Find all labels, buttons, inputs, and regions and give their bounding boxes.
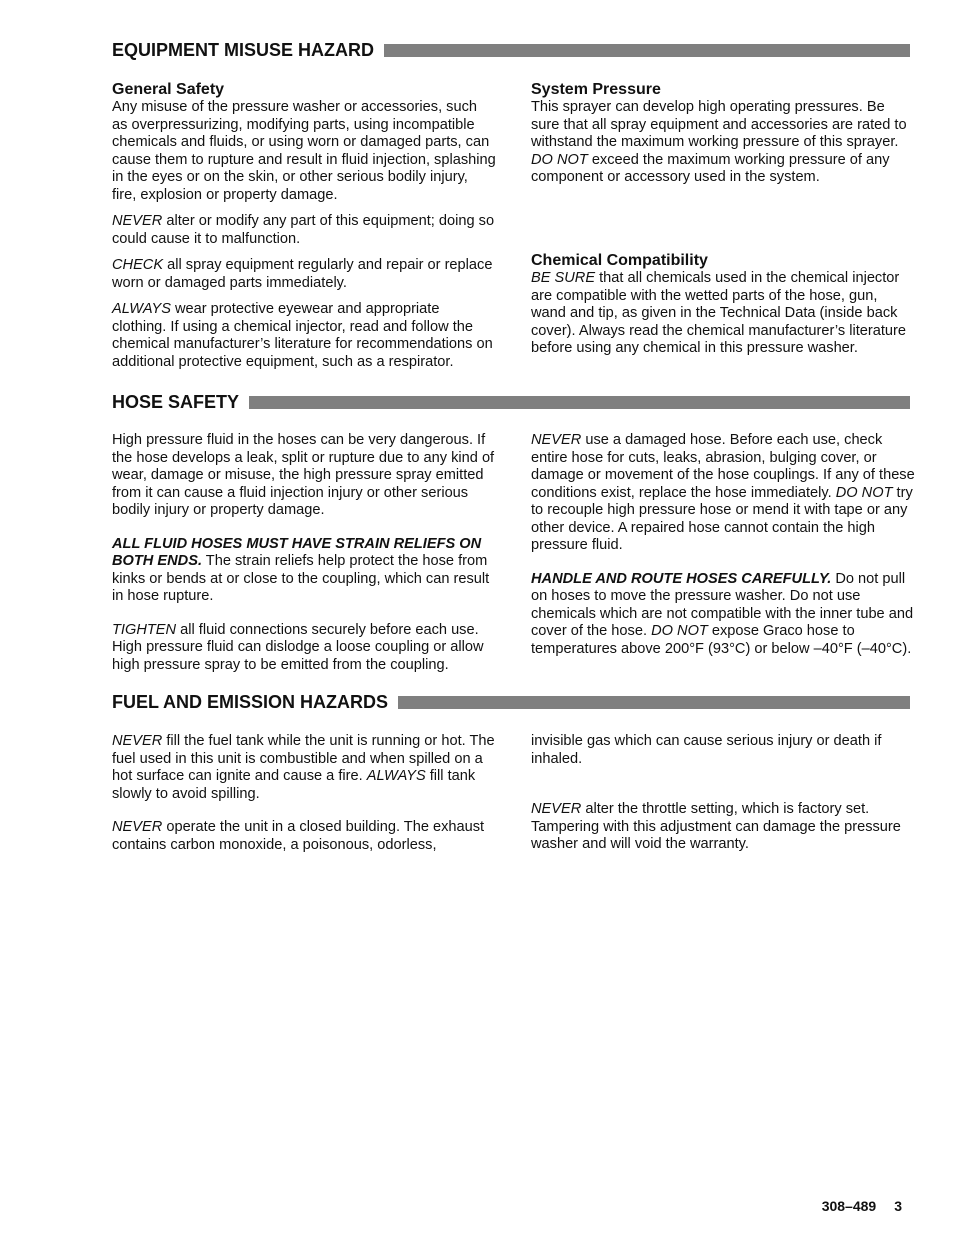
section-title-fuel: FUEL AND EMISSION HAZARDS [112, 692, 389, 712]
page-footer [822, 1198, 902, 1214]
misuse-left-column [112, 81, 496, 380]
fuel-p4: NEVER alter the throttle setting, which is factory set. Tampering with this adjustment can damage the pressure washer and will void the warranty. [531, 801, 901, 852]
page-number: 3 [894, 1198, 902, 1214]
fuel-left-column [112, 733, 496, 863]
general-safety-p3: CHECK all spray equipment regularly and repair or replace worn or damaged parts immediately. [112, 257, 493, 291]
chemical-compatibility-p1: BE SURE that all chemicals used in the chemical injector are compatible with the wetted parts of the hose, gun, wand and tip, as given in the Technical Data (inside back cover). Always read the chemical manufacturer’s literature before using any chemical in this pressure washer. [531, 270, 907, 356]
section-header-hose [112, 393, 910, 411]
system-pressure-p1: This sprayer can develop high operating pressures. Be sure that all spray equipment and accessories are rated to withstand the maximum working pressure of this sprayer. DO NOT exceed the maximum working pressure of any component or accessory used in the system. [531, 99, 907, 185]
section-rule [384, 44, 910, 57]
general-safety-p2: NEVER alter or modify any part of this equipment; doing so could cause it to malfunction. [112, 213, 495, 247]
hose-p2: ALL FLUID HOSES MUST HAVE STRAIN RELIEFS ON BOTH ENDS. The strain reliefs help protect the hose from kinks or bends at or close to the coupling, which can result in hose rupture. [112, 535, 490, 604]
general-safety-p1: Any misuse of the pressure washer or accessories, such as overpressurizing, modifying parts, using incompatible chemicals and fluids, or using worn or damaged parts, can cause them to rupture and result in fluid injection, splashing in the eyes or on the skin, or other serious bodily injury, fire, explosion or property damage. [112, 99, 496, 203]
section-header-fuel [112, 693, 910, 711]
hose-p1: High pressure fluid in the hoses can be very dangerous. If the hose develops a leak, split or rupture due to any kind of wear, damage or misuse, the high pressure spray emitted from it can cause a fluid injection injury or other serious bodily injury or property damage. [112, 432, 495, 518]
fuel-p2: NEVER operate the unit in a closed building. The exhaust contains carbon monoxide, a poisonous, odorless, [112, 819, 485, 853]
doc-number: 308–489 [821, 1198, 877, 1214]
hose-p3: TIGHTEN all fluid connections securely before each use. High pressure fluid can dislodge a loose coupling or allow high pressure spray to be emitted from the coupling. [112, 621, 484, 673]
hose-left-column [112, 432, 496, 683]
general-safety-heading: General Safety [112, 81, 225, 98]
fuel-p1: NEVER fill the fuel tank while the unit is running or hot. The fuel used in this unit is combustible and when spilled on a hot surface can ignite and cause a fire. ALWAYS fill tank slowly to avoid spilling. [112, 733, 495, 802]
section-title-hose: HOSE SAFETY [112, 392, 240, 412]
section-rule [398, 696, 910, 709]
system-pressure-heading: System Pressure [531, 81, 661, 98]
general-safety-p4: ALWAYS wear protective eyewear and appropriate clothing. If using a chemical injector, read and follow the chemical manufacturer’s literature for recommendations on additional protective equipment, such as a respirator. [112, 301, 493, 370]
chemical-column [531, 252, 915, 367]
fuel-p3: invisible gas which can cause serious injury or death if inhaled. [531, 733, 882, 767]
section-rule [249, 396, 910, 409]
hose-right-column [531, 432, 915, 667]
hose-p4: NEVER use a damaged hose. Before each use, check entire hose for cuts, leaks, abrasion, bulging cover, or damage or movement of the hose couplings. If any of these conditions exist, replace the hose immediately. DO NOT try to recouple high pressure hose or mend it with tape or any other device. A repaired hose cannot contain the high pressure fluid. [531, 432, 915, 553]
section-title-misuse: EQUIPMENT MISUSE HAZARD [112, 40, 375, 60]
hose-p5: HANDLE AND ROUTE HOSES CAREFULLY. Do not pull on hoses to move the pressure washer. Do not use chemicals which are not compatible with the inner tube and cover of the hose. DO NOT expose Graco hose to temperatures above 200°F (93°C) or below –40°F (–40°C). [531, 570, 914, 657]
section-header-misuse [112, 41, 910, 59]
chemical-compatibility-heading: Chemical Compatibility [531, 252, 708, 269]
fuel-right-column [531, 733, 915, 863]
misuse-right-column [531, 81, 915, 196]
